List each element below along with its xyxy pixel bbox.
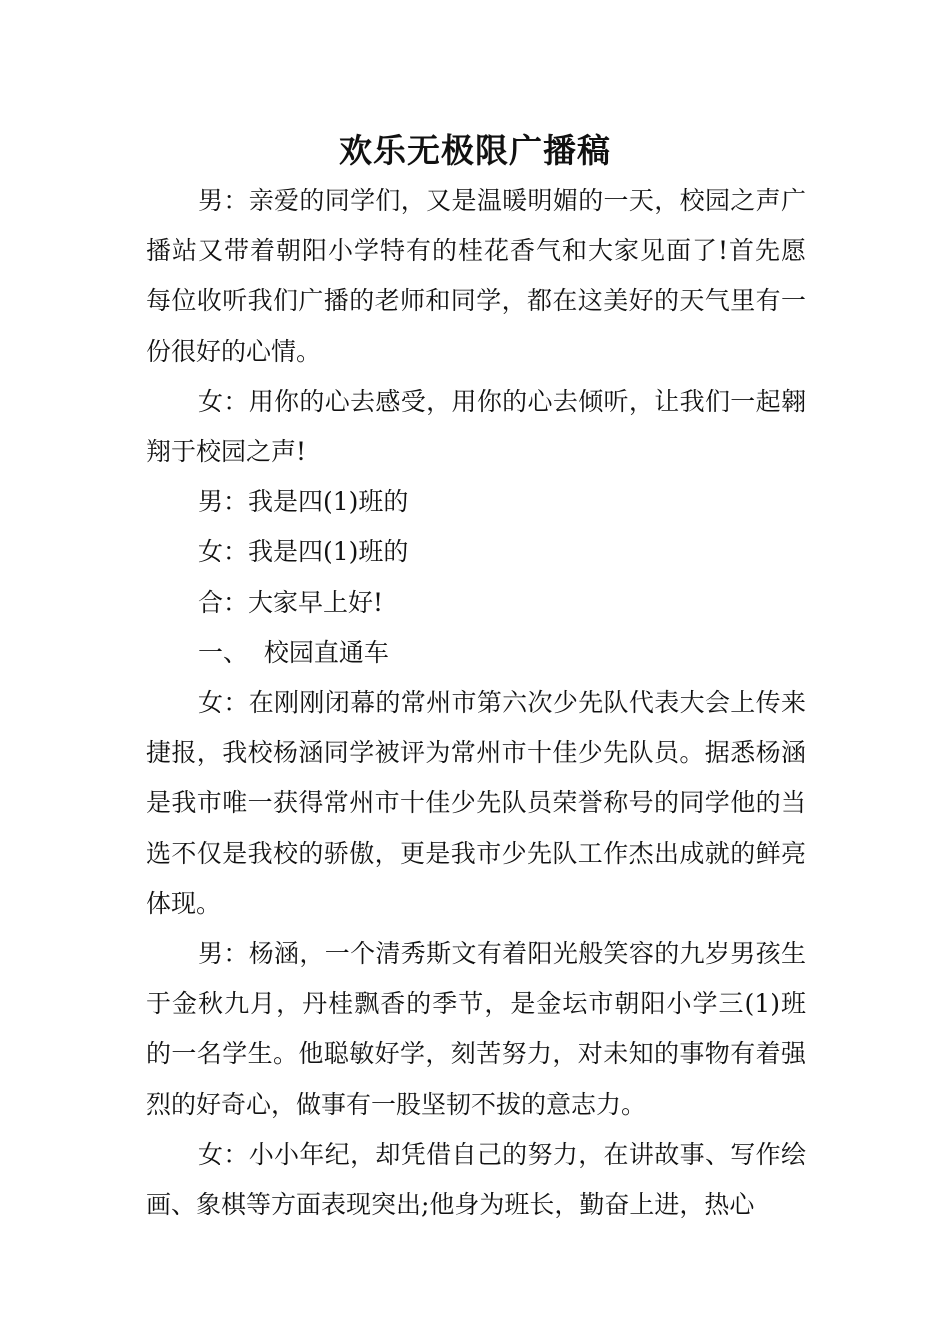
paragraph-invitation: 女：用你的心去感受，用你的心去倾听，让我们一起翱翔于校园之声!	[146, 386, 806, 467]
paragraph-together: 合：大家早上好!	[198, 587, 384, 617]
paragraph-achievements: 女：小小年纪，却凭借自己的努力，在讲故事、写作绘画、象棋等方面表现突出;他身为班长，勤奋上进，热心	[146, 1139, 806, 1220]
document-body	[146, 176, 806, 1230]
paragraph-male-host: 男：我是四(1)班的	[198, 487, 409, 517]
document-title: 欢乐无极限广播稿	[339, 131, 611, 170]
paragraph-greeting: 男：亲爱的同学们，又是温暖明媚的一天，校园之声广播站又带着朝阳小学特有的桂花香气和大家见面了!首先愿每位收听我们广播的老师和同学，都在这美好的天气里有一份很好的心情。	[146, 186, 806, 366]
paragraph-female-host: 女：我是四(1)班的	[198, 537, 409, 567]
section-heading: 一、 校园直通车	[198, 637, 389, 667]
paragraph-news: 女：在刚刚闭幕的常州市第六次少先队代表大会上传来捷报，我校杨涵同学被评为常州市十佳少先队员。据悉杨涵是我市唯一获得常州市十佳少先队员荣誉称号的同学他的当选不仅是我校的骄傲，更是我市少先队工作杰出成就的鲜亮体现。	[146, 688, 806, 918]
paragraph-profile: 男：杨涵，一个清秀斯文有着阳光般笑容的九岁男孩生于金秋九月，丹桂飘香的季节，是金坛市朝阳小学三(1)班的一名学生。他聪敏好学，刻苦努力，对未知的事物有着强烈的好奇心，做事有一股坚韧不拔的意志力。	[146, 939, 806, 1119]
